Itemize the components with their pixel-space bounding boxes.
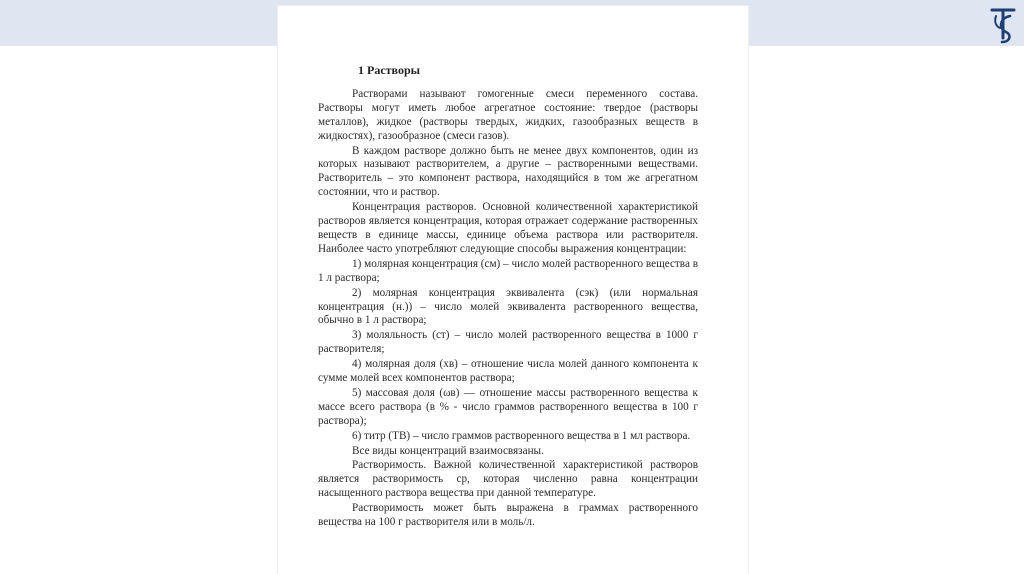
paragraph: 5) массовая доля (ωв) — отношение массы растворенного вещества к массе всего раствора (в % - число граммов растворенного вещества в 100 г раствора); — [318, 386, 698, 427]
paragraph: 1) молярная концентрация (cм) – число молей растворенного вещества в 1 л раствора; — [318, 257, 698, 284]
paragraph: 6) титр (TB) – число граммов растворенного вещества в 1 мл раствора. — [352, 429, 691, 442]
paragraph: Растворами называют гомогенные смеси переменного состава. Растворы могут иметь любое агрегатное состояние: твердое (растворы металлов), жидкое (растворы твердых, жидких, газообразных веществ в жидкостях), газообразное (смеси газов). — [318, 87, 698, 142]
document-heading: 1 Растворы — [358, 63, 420, 77]
paragraph: В каждом растворе должно быть не менее двух компонентов, один из которых называют растворителем, а другие – растворенными веществами. Растворитель – это компонент раствора, находящийся в том же агрегатном состоянии, что и раствор. — [318, 144, 698, 199]
paragraph: Концентрация растворов. Основной количественной характеристикой растворов является концентрация, которая отражает содержание растворенных веществ в единице массы, единице объема раствора или растворителя. Наиболее часто употребляют следующие способы выражения концентрации: — [318, 201, 698, 255]
paragraph: 4) молярная доля (xв) – отношение числа молей данного компонента к сумме молей всех компонентов раствора; — [318, 358, 698, 385]
document-text — [318, 64, 698, 530]
paragraph: Все виды концентраций взаимосвязаны. — [352, 444, 544, 457]
university-logo-icon — [984, 2, 1024, 46]
paragraph: Растворимость может быть выражена в граммах растворенного вещества на 100 г растворителя или в моль/л. — [318, 502, 698, 529]
paragraph: 2) молярная концентрация эквивалента (cэк) (или нормальная концентрация (н.)) – число молей эквивалента растворенного вещества, обычно в 1 л раствора; — [318, 286, 698, 327]
paragraph: 3) моляльность (cт) – число молей растворенного вещества в 1000 г растворителя; — [318, 329, 698, 356]
paragraph: Растворимость. Важной количественной характеристикой растворов является растворимость cр, которая численно равна концентрации насыщенного раствора вещества при данной температуре. — [318, 459, 698, 500]
